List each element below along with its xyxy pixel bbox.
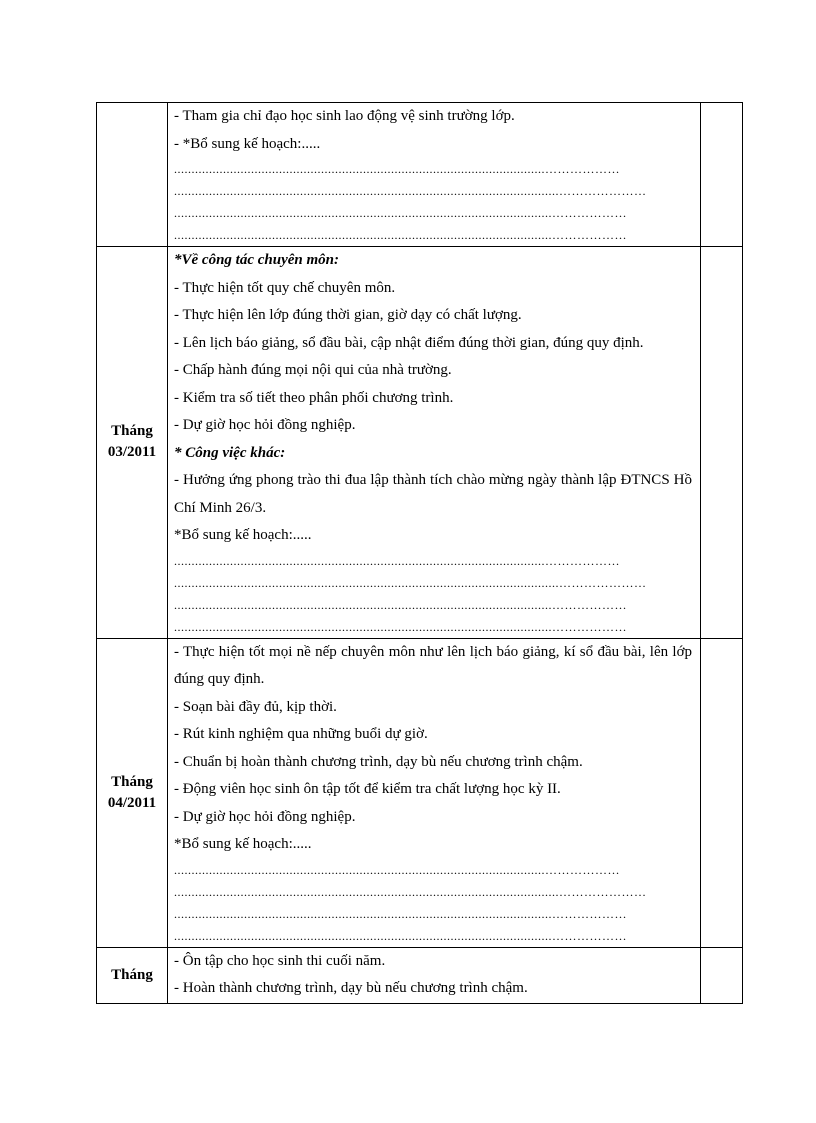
plan-item: - Dự giờ học hỏi đồng nghiệp. xyxy=(174,808,356,825)
fill-in-dotted-line: ..........................................................................................................……………… xyxy=(174,553,620,568)
plan-item: - Thực hiện tốt mọi nề nếp chuyên môn như lên lịch báo giảng, kí sổ đầu bài, lên lớp đúng quy định. xyxy=(174,643,692,687)
month-cell xyxy=(97,103,168,247)
plan-item: - Dự giờ học hỏi đồng nghiệp. xyxy=(174,417,356,433)
month-label: Tháng xyxy=(111,773,153,790)
notes-cell xyxy=(701,103,743,247)
plan-item: - Rút kinh nghiệm qua những buổi dự giờ. xyxy=(174,726,428,742)
plan-content-cell xyxy=(168,638,701,947)
month-cell xyxy=(97,947,168,1003)
plan-item: *Bổ sung kế hoạch:..... xyxy=(174,836,312,852)
fill-in-dotted-line: ............................................................................................................……………… xyxy=(174,619,627,634)
section-heading: * Công việc khác: xyxy=(174,444,286,461)
plan-item: - Kiểm tra số tiết theo phân phối chương trình. xyxy=(174,389,454,406)
fill-in-dotted-line: ............................................................................................................……………… xyxy=(174,206,627,220)
plan-content-cell xyxy=(168,947,701,1003)
section-heading: *Về công tác chuyên môn: xyxy=(174,252,339,268)
fill-in-dotted-line: ............................................................................................................……………… xyxy=(174,228,627,242)
plan-item: - Hưởng ứng phong trào thi đua lập thành tích chào mừng ngày thành lập ĐTNCS Hồ Chí Minh 26/3. xyxy=(174,472,692,516)
plan-row xyxy=(97,638,743,947)
plan-row xyxy=(97,103,743,247)
month-label: Tháng xyxy=(111,966,153,983)
fill-in-dotted-line: ..............................................................................................................………………… xyxy=(174,575,647,590)
plan-table-body xyxy=(97,103,743,1004)
monthly-plan-table xyxy=(96,102,743,1004)
month-label: Tháng xyxy=(111,423,153,440)
month-year: 04/2011 xyxy=(107,794,157,811)
fill-in-dotted-line: ..........................................................................................................……………… xyxy=(174,162,620,176)
notes-cell xyxy=(701,638,743,947)
plan-item: - Thực hiện lên lớp đúng thời gian, giờ dạy có chất lượng. xyxy=(174,307,522,323)
plan-item: - Tham gia chỉ đạo học sinh lao động vệ sinh trường lớp. xyxy=(174,108,515,124)
plan-row xyxy=(97,247,743,639)
plan-row xyxy=(97,947,743,1003)
plan-item: - Lên lịch báo giảng, sổ đầu bài, cập nhật điểm đúng thời gian, đúng quy định. xyxy=(174,334,644,351)
plan-item: - Ôn tập cho học sinh thi cuối năm. xyxy=(174,952,386,969)
plan-item: - Thực hiện tốt quy chế chuyên môn. xyxy=(174,279,396,296)
plan-content-cell xyxy=(168,103,701,247)
fill-in-dotted-line: ............................................................................................................……………… xyxy=(174,906,627,921)
plan-item: - Chuẩn bị hoàn thành chương trình, dạy bù nếu chương trình chậm. xyxy=(174,753,583,770)
plan-item: - *Bổ sung kế hoạch:..... xyxy=(174,135,321,152)
fill-in-dotted-line: ............................................................................................................……………… xyxy=(174,597,627,612)
month-cell xyxy=(97,638,168,947)
plan-item: - Soạn bài đầy đủ, kịp thời. xyxy=(174,698,337,715)
fill-in-dotted-line: ..............................................................................................................………………… xyxy=(174,884,647,899)
fill-in-dotted-line: ..........................................................................................................……………… xyxy=(174,862,620,877)
plan-content-cell xyxy=(168,247,701,639)
month-cell xyxy=(97,247,168,639)
plan-item: - Động viên học sinh ôn tập tốt để kiểm tra chất lượng học kỳ II. xyxy=(174,781,561,797)
fill-in-dotted-line: ............................................................................................................……………… xyxy=(174,928,627,943)
plan-item: - Hoàn thành chương trình, dạy bù nếu chương trình chậm. xyxy=(174,980,528,996)
notes-cell xyxy=(701,947,743,1003)
plan-item: - Chấp hành đúng mọi nội qui của nhà trường. xyxy=(174,362,452,378)
plan-item: *Bổ sung kế hoạch:..... xyxy=(174,527,312,543)
notes-cell xyxy=(701,247,743,639)
month-year: 03/2011 xyxy=(107,444,157,461)
fill-in-dotted-line: ..............................................................................................................………………… xyxy=(174,184,647,198)
